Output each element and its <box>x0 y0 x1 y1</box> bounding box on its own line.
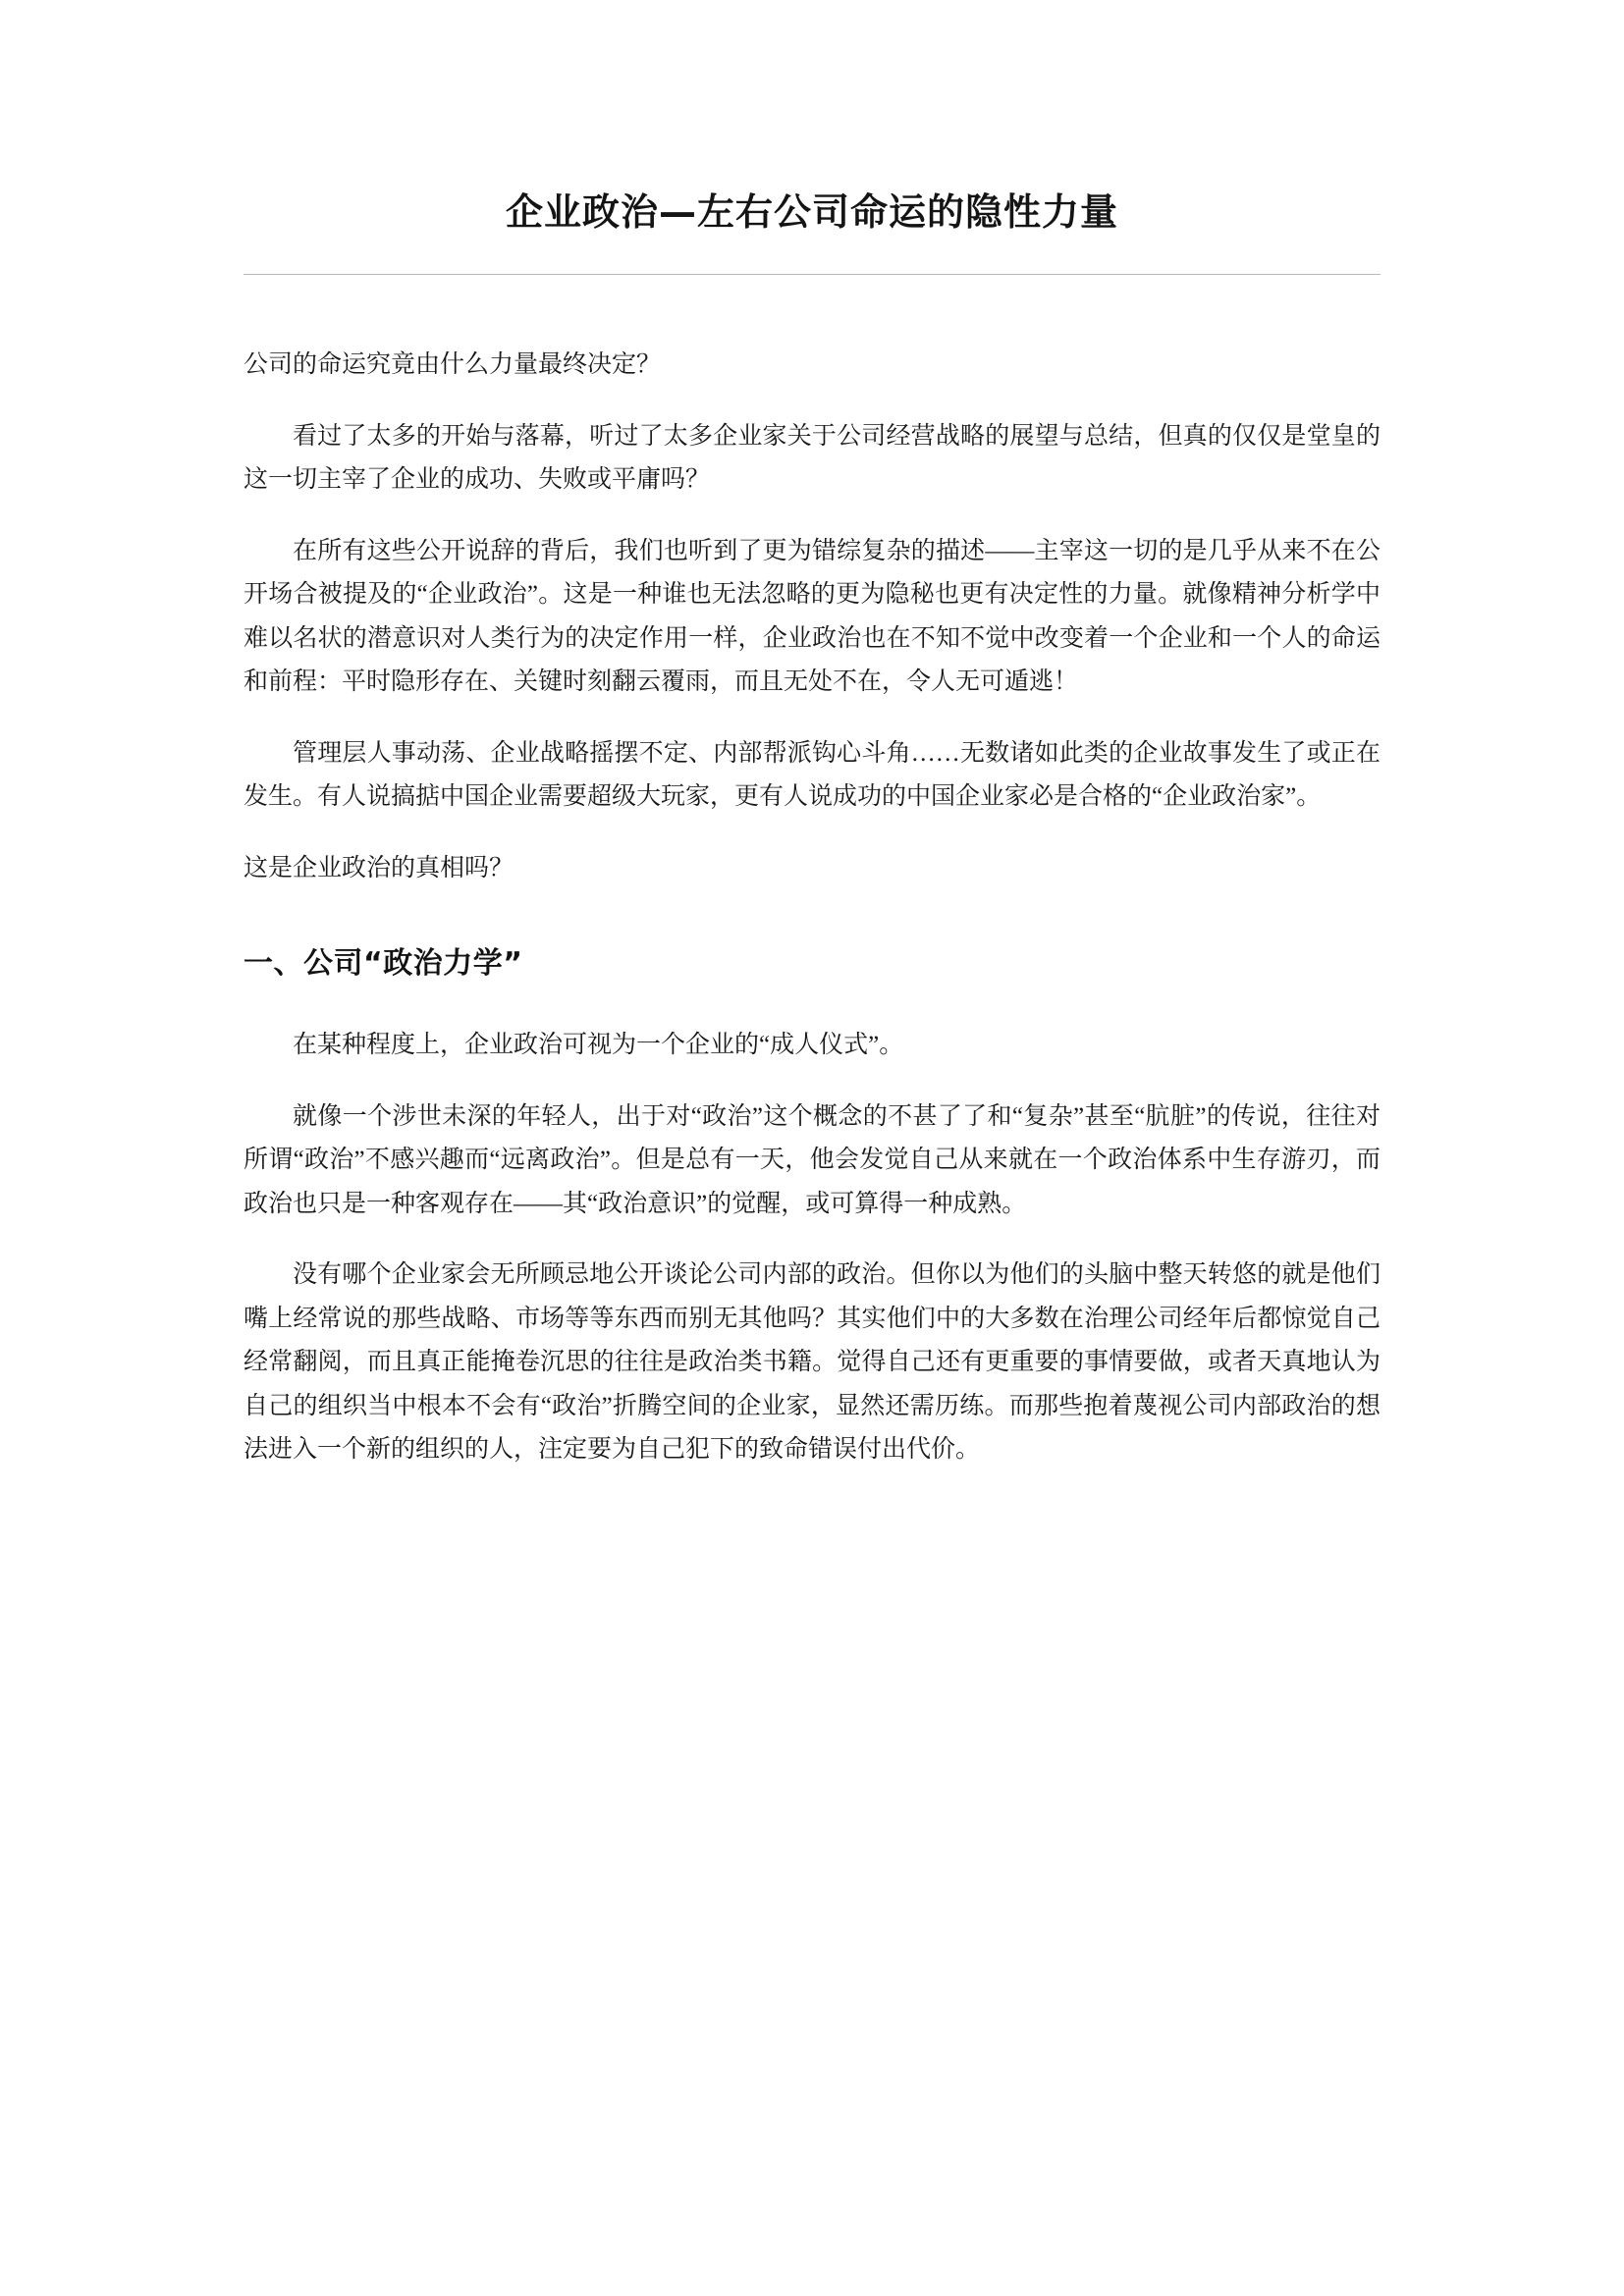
page-title: 企业政治—左右公司命运的隐性力量 <box>505 190 1118 234</box>
document-body <box>244 344 1380 1472</box>
paragraph-intro-1: 公司的命运究竟由什么力量最终决定？ <box>244 351 662 379</box>
paragraph-s1-2: 就像一个涉世未深的年轻人，出于对“政治”这个概念的不甚了了和“复杂”甚至“肮脏”的传说，往往对所谓“政治”不感兴趣而“远离政治”。但是总有一天，他会发觉自己从来就在一个政治体系中生存游刃，而政治也只是一种客观存在——其“政治意识”的觉醒，或可算得一种成熟。 <box>244 1102 1380 1217</box>
paragraph-intro-5: 这是企业政治的真相吗？ <box>244 854 514 881</box>
paragraph-s1-3: 没有哪个企业家会无所顾忌地公开谈论公司内部的政治。但你以为他们的头脑中整天转悠的就是他们嘴上经常说的那些战略、市场等等东西而别无其他吗？其实他们中的大多数在治理公司经年后都惊觉自己经常翻阅，而且真正能掩卷沉思的往往是政治类书籍。觉得自己还有更重要的事情要做，或者天真地认为自己的组织当中根本不会有“政治”折腾空间的企业家，显然还需历练。而那些抱着蔑视公司内部政治的想法进入一个新的组织的人，注定要为自己犯下的致命错误付出代价。 <box>244 1261 1380 1464</box>
paragraph-intro-3: 在所有这些公开说辞的背后，我们也听到了更为错综复杂的描述——主宰这一切的是几乎从来不在公开场合被提及的“企业政治”。这是一种谁也无法忽略的更为隐秘也更有决定性的力量。就像精神分析学中难以名状的潜意识对人类行为的决定作用一样，企业政治也在不知不觉中改变着一个企业和一个人的命运和前程：平时隐形存在、关键时刻翻云覆雨，而且无处不在，令人无可遁逃！ <box>244 537 1380 696</box>
paragraph-s1-1: 在某种程度上，企业政治可视为一个企业的“成人仪式”。 <box>293 1032 904 1059</box>
title-divider <box>244 274 1380 275</box>
paragraph-intro-4: 管理层人事动荡、企业战略摇摆不定、内部帮派钩心斗角……无数诸如此类的企业故事发生了或正在发生。有人说搞掂中国企业需要超级大玩家，更有人说成功的中国企业家必是合格的“企业政治家”。 <box>244 739 1380 811</box>
section-heading-1: 一、公司“政治力学” <box>244 946 523 982</box>
paragraph-intro-2: 看过了太多的开始与落幕，听过了太多企业家关于公司经营战略的展望与总结，但真的仅仅是堂皇的这一切主宰了企业的成功、失败或平庸吗？ <box>244 422 1380 494</box>
